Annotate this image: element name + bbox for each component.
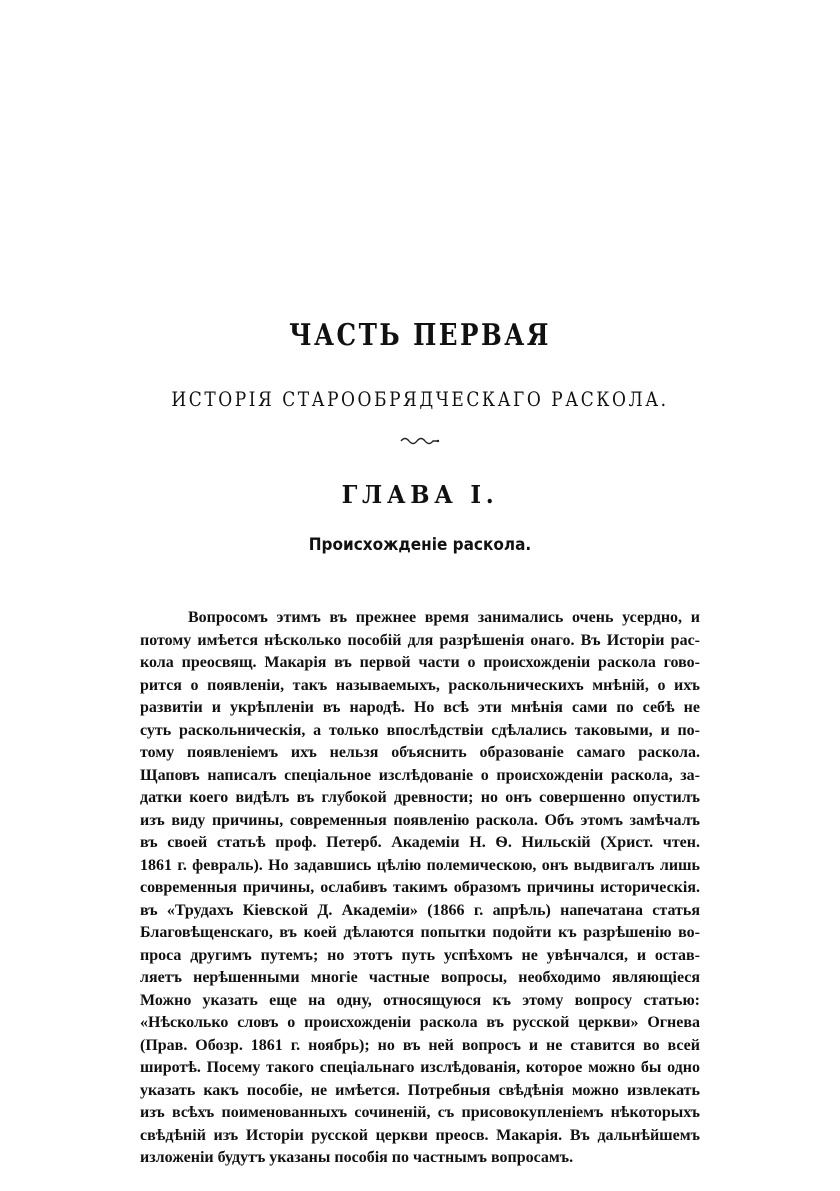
paragraph-line: Можно указать еще на одну, относящуюся къ этому вопросу статью:	[140, 991, 700, 1009]
paragraph-line: указать какъ пособіе, не имѣется. Потребныя свѣдѣнія можно извлекать	[140, 1081, 700, 1099]
paragraph-line: (Прав. Обозр. 1861 г. ноябрь); но въ ней вопросъ и не ставится во всей	[140, 1036, 700, 1054]
chapter-label: ГЛАВА I.	[341, 480, 499, 509]
paragraph-line: изъ всѣхъ поименованныхъ сочиненій, съ присовокупленіемъ нѣкоторыхъ	[140, 1104, 700, 1121]
chapter-title: Происхожденіе раскола.	[308, 535, 532, 555]
paragraph-line: Благовѣщенскаго, въ коей дѣлаются попытки подойти къ разрѣшенію во-	[140, 924, 700, 941]
part-title: ЧАСТЬ ПЕРВАЯ	[289, 318, 551, 353]
part-subtitle: ИСТОРІЯ СТАРООБРЯДЧЕСКАГО РАСКОЛА.	[171, 387, 669, 411]
paragraph-line: рится о появленіи, такъ называемыхъ, раскольническихъ мнѣній, о ихъ	[140, 676, 700, 694]
paragraph-line: въ своей статьѣ проф. Петерб. Академіи Н. Ѳ. Нильскій (Христ. чтен.	[140, 834, 700, 851]
ornament-divider	[0, 430, 840, 449]
chapter-paragraph	[140, 607, 700, 1170]
paragraph-line: кола преосвящ. Макарія въ первой части о происхожденіи раскола гово-	[140, 654, 700, 671]
paragraph-line: современныя причины, ослабивъ такимъ образомъ причины историческія.	[140, 879, 700, 896]
paragraph-line: суть раскольническія, а только впослѣдствіи сдѣлались таковыми, и по-	[140, 721, 700, 739]
paragraph-line: Вопросомъ этимъ въ прежнее время занимались очень усердно, и	[188, 609, 700, 626]
paragraph-line: развитіи и укрѣпленіи въ народѣ. Но всѣ эти мнѣнія сами по себѣ не	[140, 699, 700, 716]
paragraph-line: изложеніи будутъ указаны пособія по частнымъ вопросамъ.	[140, 1149, 574, 1166]
paragraph-line: потому имѣется нѣсколько пособій для разрѣшенія онаго. Въ Исторіи рас-	[140, 631, 700, 649]
paragraph-line: проса другимъ путемъ; но этотъ путь успѣхомъ не увѣнчался, и остав-	[140, 946, 700, 964]
paragraph-line: изъ виду причины, современныя появленію раскола. Объ этомъ замѣчалъ	[140, 811, 700, 829]
paragraph-line: Щаповъ написалъ спеціальное изслѣдованіе о происхожденіи раскола, за-	[140, 766, 700, 784]
paragraph-line: «Нѣсколько словъ о происхожденіи раскола въ русской церкви» Огнева	[140, 1014, 700, 1031]
paragraph-line: ляетъ нерѣшенными многіе частные вопросы, необходимо являющіеся	[140, 969, 700, 986]
paragraph-line: въ «Трудахъ Кіевской Д. Академіи» (1866 г. апрѣль) напечатана статья	[140, 901, 700, 919]
paragraph-line: тому появленіемъ ихъ нельзя объяснить образованіе самаго раскола.	[140, 744, 700, 761]
paragraph-line: датки коего видѣлъ въ глубокой древности; но онъ совершенно опустилъ	[140, 789, 700, 806]
paragraph-line: свѣдѣній изъ Исторіи русской церкви преосв. Макарія. Въ дальнѣйшемъ	[140, 1126, 700, 1144]
paragraph-line: 1861 г. февраль). Но задавшись цѣлію полемическою, онъ выдвигалъ лишь	[140, 856, 700, 874]
ornament-icon	[400, 435, 440, 445]
paragraph-line: широтѣ. Посему такого спеціальнаго изслѣдованія, которое можно бы одно	[140, 1059, 700, 1076]
